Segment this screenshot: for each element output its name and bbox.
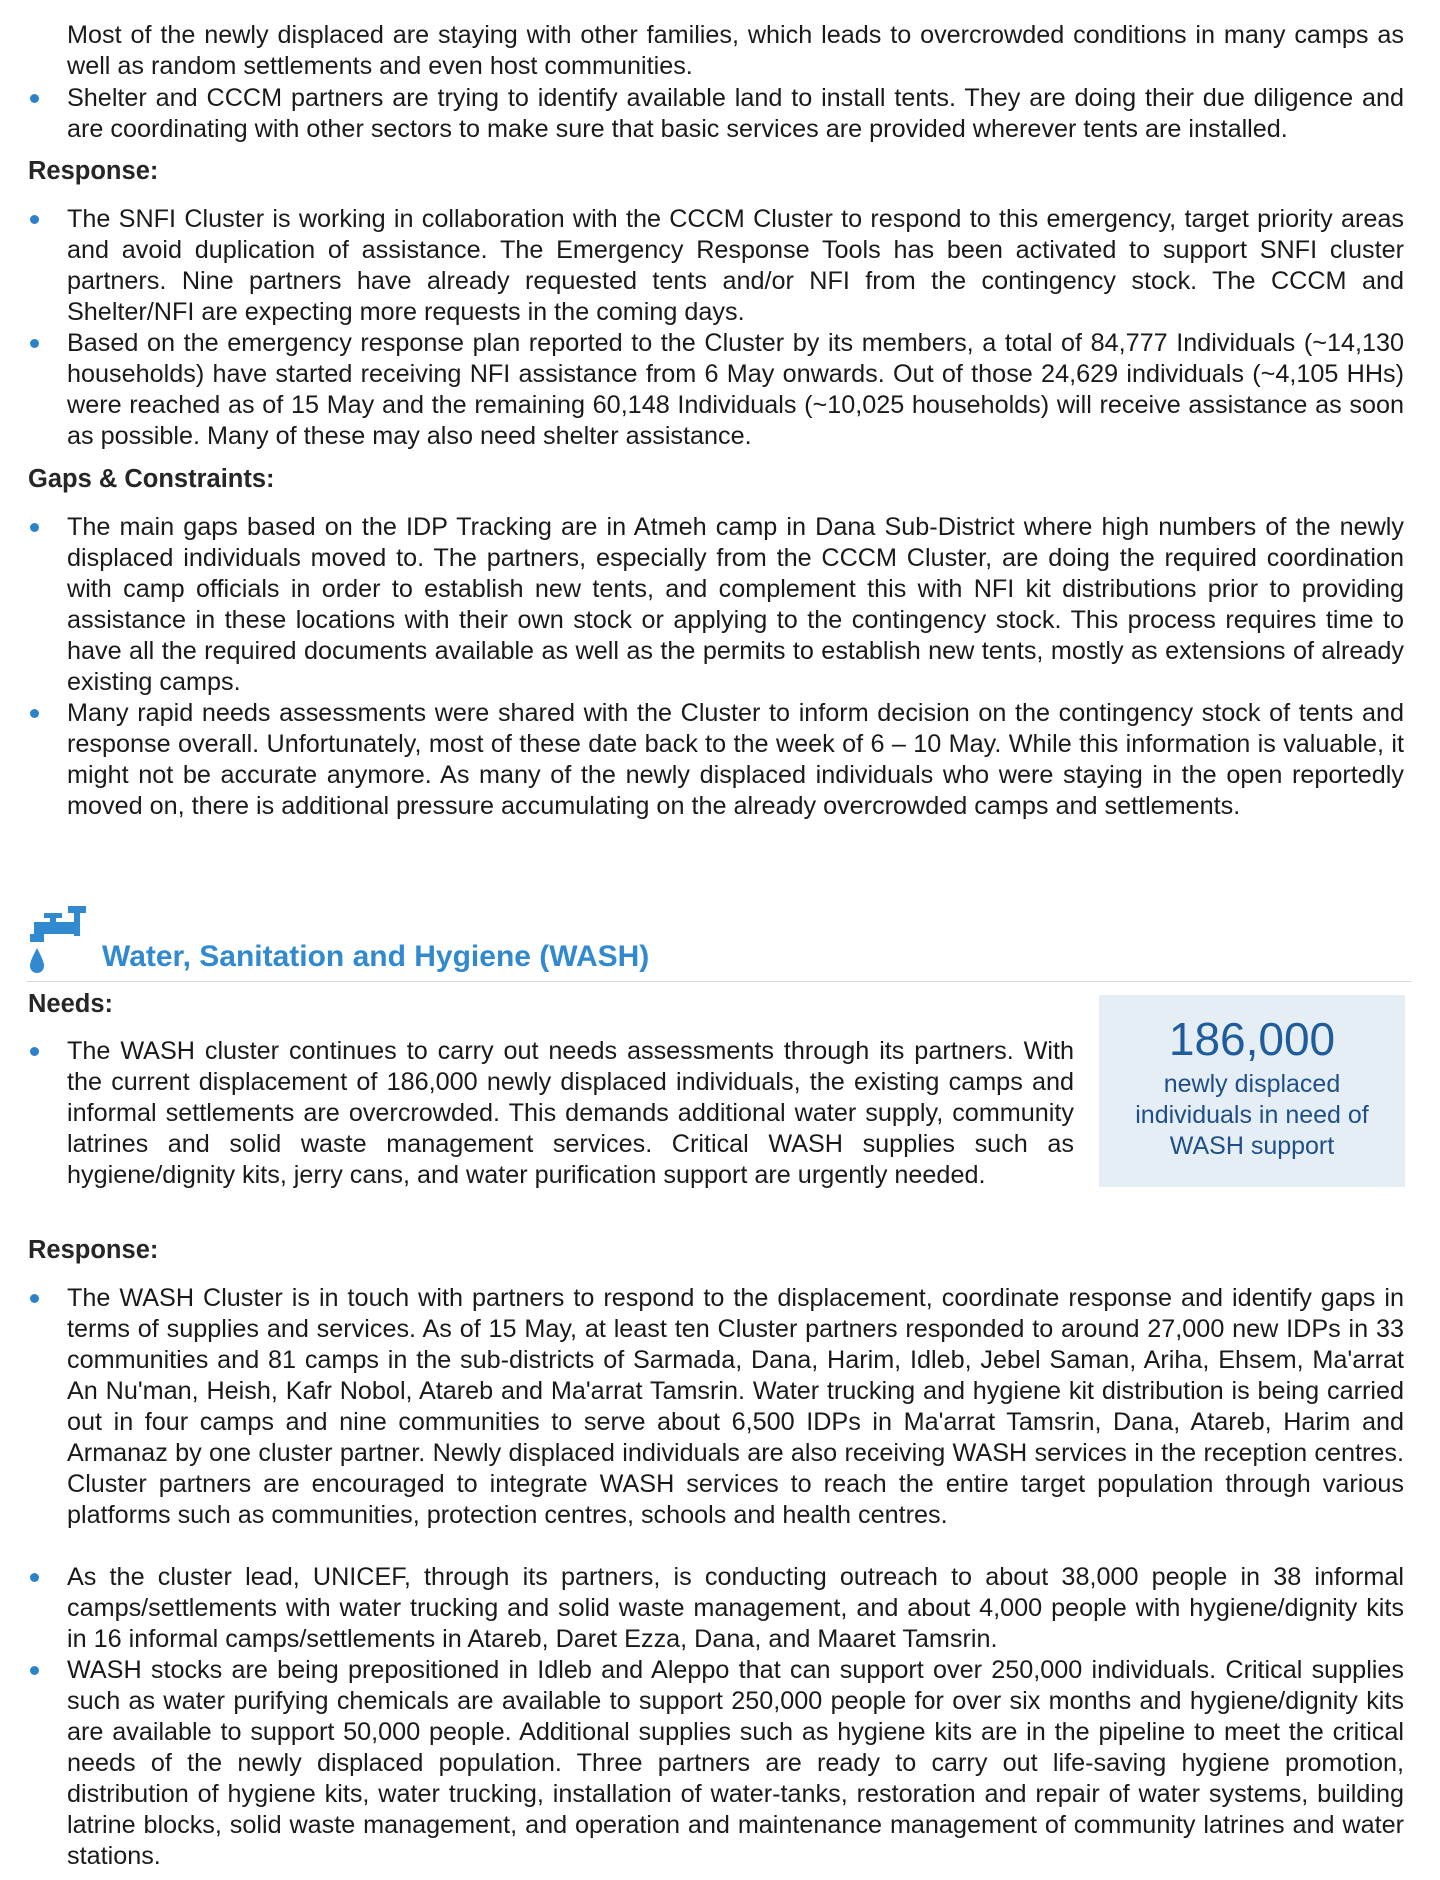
- list-item: [67, 512, 1404, 698]
- bullet-text: Based on the emergency response plan reported to the Cluster by its members, a total of 84,777 Individuals (~14,130 households) have started receiving NFI assistance from 6 May onwards. Out of those 24,629 individuals (~4,105 HHs) were reached as of 15 May and the remaining 60,148 Individuals (~10,025 households) will receive assistance as soon as possible. Many of these may also need shelter assistance.: [67, 329, 1404, 450]
- callout-number: 186,000: [1168, 1013, 1336, 1065]
- list-item: [67, 83, 1404, 145]
- bullet-text: The SNFI Cluster is working in collaboration with the CCCM Cluster to respond to this emergency, target priority areas and avoid duplication of assistance. The Emergency Response Tools has been activated to support SNFI cluster partners. Nine partners have already requested tents and/or NFI from the contingency stock. The CCCM and Shelter/NFI are expecting more requests in the coming days.: [67, 205, 1404, 326]
- bullet-text: The main gaps based on the IDP Tracking are in Atmeh camp in Dana Sub-District where high numbers of the newly displaced individuals moved to. The partners, especially from the CCCM Cluster, are doing the required coordination with camp officials in order to establish new tents, and complement this with NFI kit distributions prior to providing assistance in these locations with their own stock or applying to the contingency stock. This process requires time to have all the required documents available as well as the permits to establish new tents, mostly as extensions of already existing camps.: [67, 513, 1404, 696]
- stat-callout: [1099, 995, 1405, 1187]
- list-item: [67, 328, 1404, 452]
- response-heading: Response:: [28, 1236, 159, 1264]
- list-item: [67, 1655, 1404, 1872]
- list-item: [67, 1562, 1404, 1655]
- section-title: Water, Sanitation and Hygiene (WASH): [102, 940, 650, 973]
- list-item: [67, 1036, 1074, 1191]
- bullet-text: As the cluster lead, UNICEF, through its partners, is conducting outreach to about 38,000 people in 38 informal camps/settlements with water trucking and solid waste management, and about 4,000 people with hygiene/dignity kits in 16 informal camps/settlements in Atareb, Daret Ezza, Dana, and Maaret Tamsrin.: [67, 1563, 1404, 1653]
- bullet-text: The WASH Cluster is in touch with partners to respond to the displacement, coordinate response and identify gaps in terms of supplies and services. As of 15 May, at least ten Cluster partners responded to around 27,000 new IDPs in 33 communities and 81 camps in the sub-districts of Sarmada, Dana, Harim, Idleb, Jebel Saman, Ariha, Ehsem, Ma'arrat An Nu'man, Heish, Kafr Nobol, Atareb and Ma'arrat Tamsrin. Water trucking and hygiene kit distribution is being carried out in four camps and nine communities to serve about 6,500 IDPs in Ma'arrat Tamsrin, Dana, Atareb, Harim and Armanaz by one cluster partner. Newly displaced individuals are also receiving WASH services in the reception centres. Cluster partners are encouraged to integrate WASH services to reach the entire target population through various platforms such as communities, protection centres, schools and health centres.: [67, 1284, 1404, 1529]
- callout-text: newly displaced individuals in need of WASH support: [1135, 1070, 1369, 1160]
- list-item: [67, 204, 1404, 328]
- bullet-text: WASH stocks are being prepositioned in Idleb and Aleppo that can support over 250,000 individuals. Critical supplies such as water purifying chemicals are available to support 250,000 people for over six months and hygiene/dignity kits are available to support 50,000 people. Additional supplies such as hygiene kits are in the pipeline to meet the critical needs of the newly displaced population. Three partners are ready to carry out life-saving hygiene promotion, distribution of hygiene kits, water trucking, installation of water-tanks, restoration and repair of water systems, building latrine blocks, solid waste management, and operation and maintenance management of community latrines and water stations.: [67, 1656, 1404, 1870]
- bullet-dot: [30, 215, 39, 224]
- bullet-dot: [30, 94, 39, 103]
- bullet-dot: [30, 709, 39, 718]
- intro-paragraph: Most of the newly displaced are staying with other families, which leads to overcrowded conditions in many camps as well as random settlements and even host communities.: [67, 21, 1404, 80]
- bullet-text: The WASH cluster continues to carry out needs assessments through its partners. With the current displacement of 186,000 newly displaced individuals, the existing camps and informal settlements are overcrowded. This demands additional water supply, community latrines and solid waste management services. Critical WASH supplies such as hygiene/dignity kits, jerry cans, and water purification support are urgently needed.: [67, 1037, 1074, 1189]
- list-item: [67, 698, 1404, 822]
- bullet-dot: [30, 1047, 39, 1056]
- bullet-dot: [30, 1294, 39, 1303]
- needs-heading: Needs:: [28, 990, 114, 1018]
- bullet-text: Shelter and CCCM partners are trying to identify available land to install tents. They are doing their due diligence and are coordinating with other sectors to make sure that basic services are provided wherever tents are installed.: [67, 84, 1404, 143]
- water-tap-icon: [28, 906, 88, 974]
- section-divider: [27, 981, 1412, 982]
- gaps-heading: Gaps & Constraints:: [28, 465, 275, 493]
- bullet-dot: [30, 1573, 39, 1582]
- bullet-dot: [30, 523, 39, 532]
- bullet-dot: [30, 339, 39, 348]
- bullet-text: Many rapid needs assessments were shared with the Cluster to inform decision on the contingency stock of tents and response overall. Unfortunately, most of these date back to the week of 6 – 10 May. While this information is valuable, it might not be accurate anymore. As many of the newly displaced individuals who were staying in the open reportedly moved on, there is additional pressure accumulating on the already overcrowded camps and settlements.: [67, 699, 1404, 820]
- list-item: [67, 1283, 1404, 1531]
- response-heading: Response:: [28, 157, 159, 185]
- bullet-dot: [30, 1666, 39, 1675]
